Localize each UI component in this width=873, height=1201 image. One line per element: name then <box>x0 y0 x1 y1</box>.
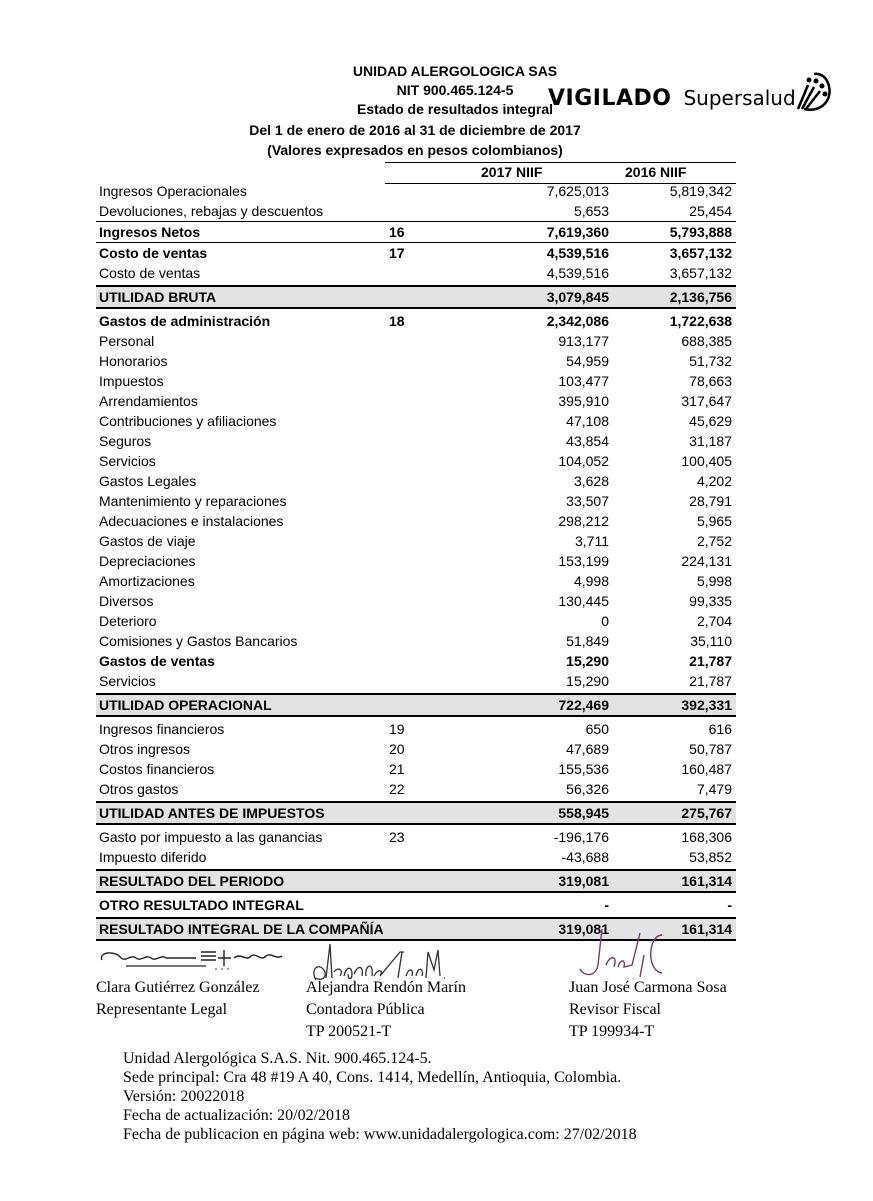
row-value-2016: 616 <box>708 721 732 737</box>
row-note-number: 18 <box>389 313 405 329</box>
row-value-2017: 4,998 <box>573 573 609 589</box>
footer-version: Versión: 20022018 <box>123 1088 245 1105</box>
row-label: Adecuaciones e instalaciones <box>99 513 284 529</box>
table-row <box>96 242 736 263</box>
row-label: Deterioro <box>99 613 157 629</box>
row-value-2017: 3,079,845 <box>546 289 609 305</box>
table-row <box>96 801 736 825</box>
row-value-2017: 298,212 <box>558 513 609 529</box>
row-value-2016: 317,647 <box>681 393 732 409</box>
row-label: Arrendamientos <box>99 393 198 409</box>
row-label: Costos financieros <box>99 761 215 777</box>
table-row <box>96 551 736 571</box>
row-label: UTILIDAD BRUTA <box>99 289 217 305</box>
row-label: RESULTADO INTEGRAL DE LA COMPAÑÍA <box>99 921 384 937</box>
table-row <box>96 895 736 915</box>
row-value-2017: 15,290 <box>566 673 609 689</box>
row-value-2017: 33,507 <box>566 493 609 509</box>
signature-scribble-fiscal-reviewer <box>562 925 692 985</box>
table-row <box>96 671 736 691</box>
row-value-2016: 392,331 <box>681 697 732 713</box>
table-row <box>96 411 736 431</box>
row-value-2016: 688,385 <box>681 333 732 349</box>
row-label: Impuestos <box>99 373 164 389</box>
company-name: UNIDAD ALERGOLOGICA SAS <box>352 63 558 79</box>
row-value-2016: 28,791 <box>689 493 732 509</box>
row-value-2016: 168,306 <box>681 829 732 845</box>
row-note-number: 19 <box>389 721 405 737</box>
row-label: Otros ingresos <box>99 741 191 757</box>
vigilado-text: VIGILADO <box>548 85 672 111</box>
row-note-number: 16 <box>389 224 405 240</box>
row-label: Gastos de administración <box>99 313 271 329</box>
row-value-2017: 650 <box>585 721 609 737</box>
row-value-2016: 45,629 <box>689 413 732 429</box>
row-value-2017: 2,342,086 <box>546 313 609 329</box>
row-value-2017: 319,081 <box>558 921 609 937</box>
row-label: Seguros <box>99 433 152 449</box>
row-value-2017: -196,176 <box>553 829 609 845</box>
row-label: OTRO RESULTADO INTEGRAL <box>99 897 304 913</box>
table-row <box>96 693 736 717</box>
signature-fiscal-reviewer <box>569 977 727 1043</box>
row-label: Honorarios <box>99 353 168 369</box>
row-value-2016: 21,787 <box>689 653 732 669</box>
row-value-2016: 5,819,342 <box>669 183 732 199</box>
document-footer <box>123 1049 637 1144</box>
footer-publication: Fecha de publicacion en página web: www.unidadalergologica.com: 27/02/2018 <box>123 1126 637 1143</box>
row-value-2017: 47,689 <box>566 741 609 757</box>
row-label: Diversos <box>99 593 154 609</box>
row-value-2017: 913,177 <box>558 333 609 349</box>
signer-name: Alejandra Rendón Marín <box>306 979 466 996</box>
row-value-2016: 161,314 <box>681 921 732 937</box>
footer-company: Unidad Alergológica S.A.S. Nit. 900.465.124-5. <box>123 1050 432 1067</box>
row-note-number: 17 <box>389 245 405 261</box>
row-value-2016: 53,852 <box>689 849 732 865</box>
table-row <box>96 759 736 779</box>
row-value-2017: 558,945 <box>558 805 609 821</box>
supersalud-text: Supersalud <box>683 86 796 110</box>
table-row <box>96 181 736 201</box>
row-value-2016: 224,131 <box>681 553 732 569</box>
row-value-2016: 99,335 <box>689 593 732 609</box>
row-value-2017: -43,688 <box>561 849 609 865</box>
row-label: UTILIDAD OPERACIONAL <box>99 697 272 713</box>
table-row <box>96 491 736 511</box>
row-value-2017: 5,653 <box>573 203 609 219</box>
row-value-2017: 0 <box>601 613 609 629</box>
statement-title: Estado de resultados integral <box>356 101 554 117</box>
table-row <box>96 591 736 611</box>
row-value-2016: 5,965 <box>696 513 732 529</box>
company-nit: NIT 900.465.124-5 <box>396 82 514 98</box>
table-row <box>96 869 736 893</box>
row-value-2017: 3,628 <box>573 473 609 489</box>
table-row <box>96 351 736 371</box>
table-body <box>96 181 736 943</box>
row-value-2017: 4,539,516 <box>546 265 609 281</box>
row-label: Costo de ventas <box>99 265 201 281</box>
row-value-2017: 43,854 <box>566 433 609 449</box>
signer-name: Juan José Carmona Sosa <box>569 979 727 996</box>
signer-tp: TP 200521-T <box>306 1023 392 1040</box>
row-label: Ingresos Netos <box>99 224 201 240</box>
column-header-2016: 2016 NIIF <box>625 164 687 180</box>
row-note-number: 22 <box>389 781 405 797</box>
table-row <box>96 331 736 351</box>
table-row <box>96 739 736 759</box>
table-row <box>96 651 736 671</box>
row-value-2017: 3,711 <box>575 533 609 549</box>
signer-role: Representante Legal <box>96 1001 228 1018</box>
table-row <box>96 201 736 221</box>
row-label: Depreciaciones <box>99 553 196 569</box>
row-value-2017: 130,445 <box>558 593 609 609</box>
table-row <box>96 221 736 242</box>
row-value-2017: 395,910 <box>558 393 609 409</box>
table-row <box>96 827 736 847</box>
row-label: Ingresos financieros <box>99 721 225 737</box>
row-label: Amortizaciones <box>99 573 195 589</box>
row-value-2017: 4,539,516 <box>546 245 609 261</box>
row-value-2017: 15,290 <box>566 653 609 669</box>
currency-note: (Valores expresados en pesos colombianos) <box>267 142 563 158</box>
row-label: Gastos de viaje <box>99 533 196 549</box>
table-row <box>96 511 736 531</box>
row-label: Impuesto diferido <box>99 849 207 865</box>
table-row <box>96 451 736 471</box>
table-row <box>96 571 736 591</box>
row-value-2017: 104,052 <box>558 453 609 469</box>
row-value-2017: 319,081 <box>558 873 609 889</box>
row-label: Servicios <box>99 673 156 689</box>
row-value-2016: 5,793,888 <box>669 224 732 240</box>
table-row <box>96 311 736 331</box>
row-label: Servicios <box>99 453 156 469</box>
table-row <box>96 263 736 283</box>
row-value-2016: 3,657,132 <box>669 265 732 281</box>
row-label: RESULTADO DEL PERIODO <box>99 873 285 889</box>
row-value-2016: 21,787 <box>689 673 732 689</box>
row-value-2016: 3,657,132 <box>669 245 732 261</box>
row-value-2017: - <box>604 897 609 913</box>
supersalud-logo-icon <box>794 69 834 113</box>
row-label: Ingresos Operacionales <box>99 183 247 199</box>
table-row <box>96 611 736 631</box>
row-label: Comisiones y Gastos Bancarios <box>99 633 298 649</box>
row-value-2016: 161,314 <box>681 873 732 889</box>
statement-period: Del 1 de enero de 2016 al 31 de diciembre de 2017 <box>249 122 581 138</box>
row-value-2016: 160,487 <box>681 761 732 777</box>
row-value-2016: 2,136,756 <box>669 289 732 305</box>
row-label: UTILIDAD ANTES DE IMPUESTOS <box>99 805 325 821</box>
row-label: Costo de ventas <box>99 245 208 261</box>
table-row <box>96 391 736 411</box>
row-value-2016: - <box>727 897 732 913</box>
row-note-number: 23 <box>389 829 405 845</box>
row-value-2017: 722,469 <box>558 697 609 713</box>
row-value-2017: 103,477 <box>558 373 609 389</box>
signer-role: Contadora Pública <box>306 1001 425 1018</box>
row-label: Mantenimiento y reparaciones <box>99 493 287 509</box>
row-label: Gasto por impuesto a las ganancias <box>99 829 323 845</box>
row-value-2017: 7,625,013 <box>546 183 609 199</box>
signer-role: Revisor Fiscal <box>569 1001 661 1018</box>
table-row <box>96 719 736 739</box>
row-label: Contribuciones y afiliaciones <box>99 413 277 429</box>
signature-legal-representative <box>96 977 259 1021</box>
row-value-2016: 35,110 <box>690 633 732 649</box>
vigilado-supersalud-logo <box>548 78 834 118</box>
row-label: Personal <box>99 333 155 349</box>
row-value-2016: 51,732 <box>689 353 732 369</box>
row-label: Gastos de ventas <box>99 653 215 669</box>
table-row <box>96 631 736 651</box>
table-row <box>96 471 736 491</box>
row-value-2017: 51,849 <box>566 633 609 649</box>
row-value-2016: 275,767 <box>681 805 732 821</box>
table-row <box>96 285 736 309</box>
footer-update-date: Fecha de actualización: 20/02/2018 <box>123 1107 351 1124</box>
table-row <box>96 371 736 391</box>
row-note-number: 21 <box>389 761 405 777</box>
table-row <box>96 779 736 799</box>
row-value-2016: 7,479 <box>696 781 732 797</box>
row-value-2016: 100,405 <box>681 453 732 469</box>
row-value-2016: 2,752 <box>696 533 732 549</box>
row-value-2017: 47,108 <box>566 413 609 429</box>
row-note-number: 20 <box>389 741 405 757</box>
column-header-2017: 2017 NIIF <box>481 164 543 180</box>
row-label: Gastos Legales <box>99 473 197 489</box>
table-row <box>96 531 736 551</box>
table-row <box>96 847 736 867</box>
row-value-2016: 5,998 <box>696 573 732 589</box>
row-value-2016: 25,454 <box>689 203 732 219</box>
row-value-2017: 7,619,360 <box>546 224 609 240</box>
signer-tp: TP 199934-T <box>569 1023 655 1040</box>
signature-scribble-legal-rep <box>96 942 286 972</box>
row-value-2017: 153,199 <box>558 553 609 569</box>
table-row <box>96 431 736 451</box>
row-value-2016: 2,704 <box>696 613 732 629</box>
row-value-2017: 155,536 <box>558 761 609 777</box>
row-value-2016: 31,187 <box>689 433 732 449</box>
row-value-2017: 54,959 <box>566 353 609 369</box>
row-label: Devoluciones, rebajas y descuentos <box>99 203 324 219</box>
row-value-2016: 4,202 <box>696 473 732 489</box>
footer-address: Sede principal: Cra 48 #19 A 40, Cons. 1414, Medellín, Antioquia, Colombia. <box>123 1069 622 1086</box>
row-value-2016: 78,663 <box>689 373 732 389</box>
row-value-2016: 50,787 <box>689 741 732 757</box>
signer-name: Clara Gutiérrez González <box>96 979 260 996</box>
row-value-2016: 1,722,638 <box>669 313 732 329</box>
row-value-2017: 56,326 <box>566 781 609 797</box>
row-label: Otros gastos <box>99 781 179 797</box>
signature-accountant <box>306 977 466 1043</box>
